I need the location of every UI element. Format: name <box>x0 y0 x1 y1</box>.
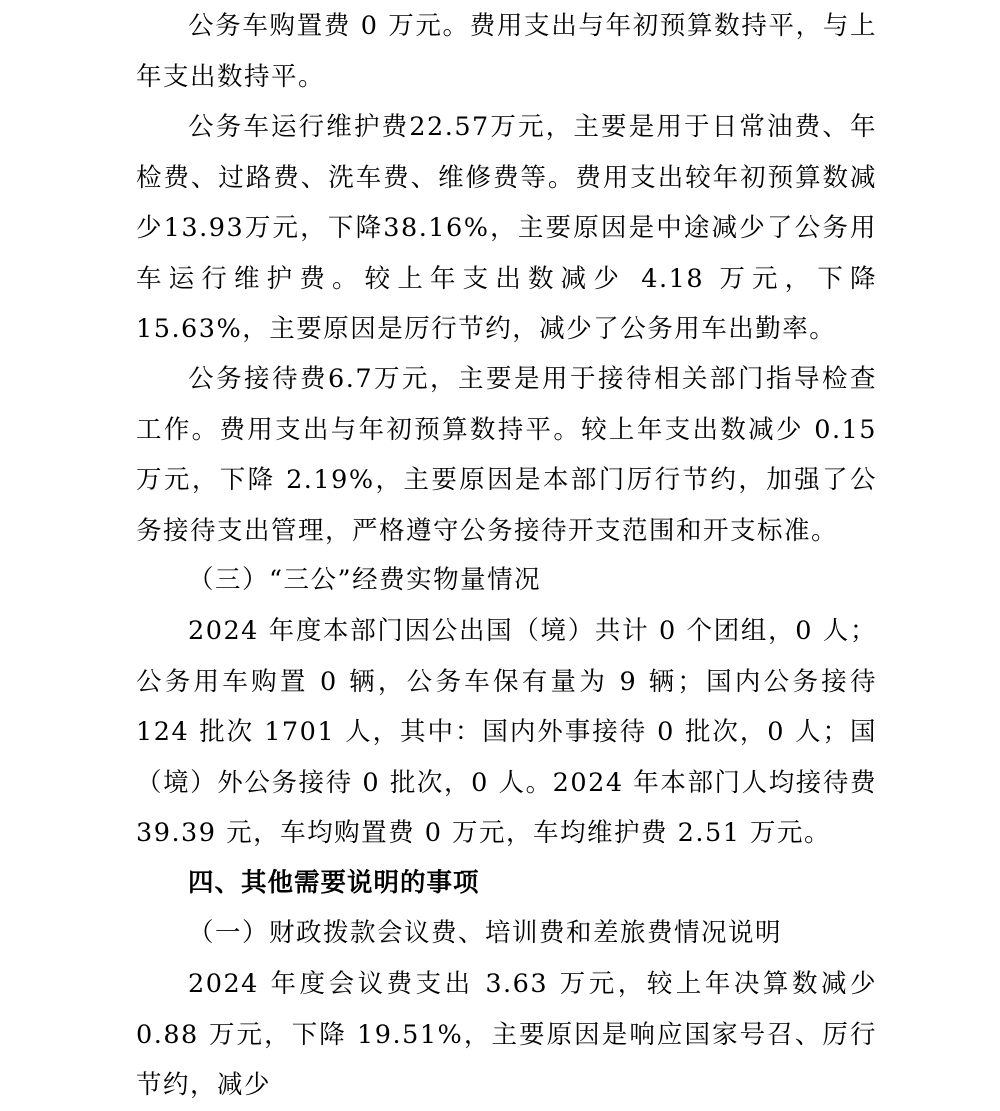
paragraph-vehicle-purchase: 公务车购置费 0 万元。费用支出与年初预算数持平，与上年支出数持平。 <box>136 11 877 92</box>
section-heading-other-matters: 四、其他需要说明的事项 <box>188 868 480 898</box>
paragraph-reception-expense: 公务接待费6.7万元，主要是用于接待相关部门指导检查工作。费用支出与年初预算数持平。较上年支出数减少 0.15 万元，下降 2.19%，主要原因是本部门厉行节约，加强了公务接待支出管理，严格遵守公务接待开支范围和开支标准。 <box>136 364 877 546</box>
section-heading-physical-quantity: （三）“三公”经费实物量情况 <box>188 565 542 595</box>
paragraph-meeting-expense: 2024 年度会议费支出 3.63 万元，较上年决算数减少 0.88 万元，下降 19.51%，主要原因是响应国家号召、厉行节约，减少 <box>136 969 877 1100</box>
paragraph-vehicle-maintenance: 公务车运行维护费22.57万元，主要是用于日常油费、年检费、过路费、洗车费、维修费等。费用支出较年初预算数减少13.93万元，下降38.16%，主要原因是中途减少了公务用车运行维护费。较上年支出数减少 4.18 万元，下降 15.63%，主要原因是厉行节约，减少了公务用车出勤率。 <box>136 112 877 344</box>
paragraph-physical-quantity: 2024 年度本部门因公出国（境）共计 0 个团组，0 人；公务用车购置 0 辆，公务车保有量为 9 辆；国内公务接待 124 批次 1701 人，其中：国内外事接待 0 批次，0 人；国（境）外公务接待 0 批次，0 人。2024 年本部门人均接待费 39.39 元，车均购置费 0 万元，车均维护费 2.51 万元。 <box>136 616 877 848</box>
section-heading-meeting-training-travel: （一）财政拨款会议费、培训费和差旅费情况说明 <box>188 918 783 948</box>
